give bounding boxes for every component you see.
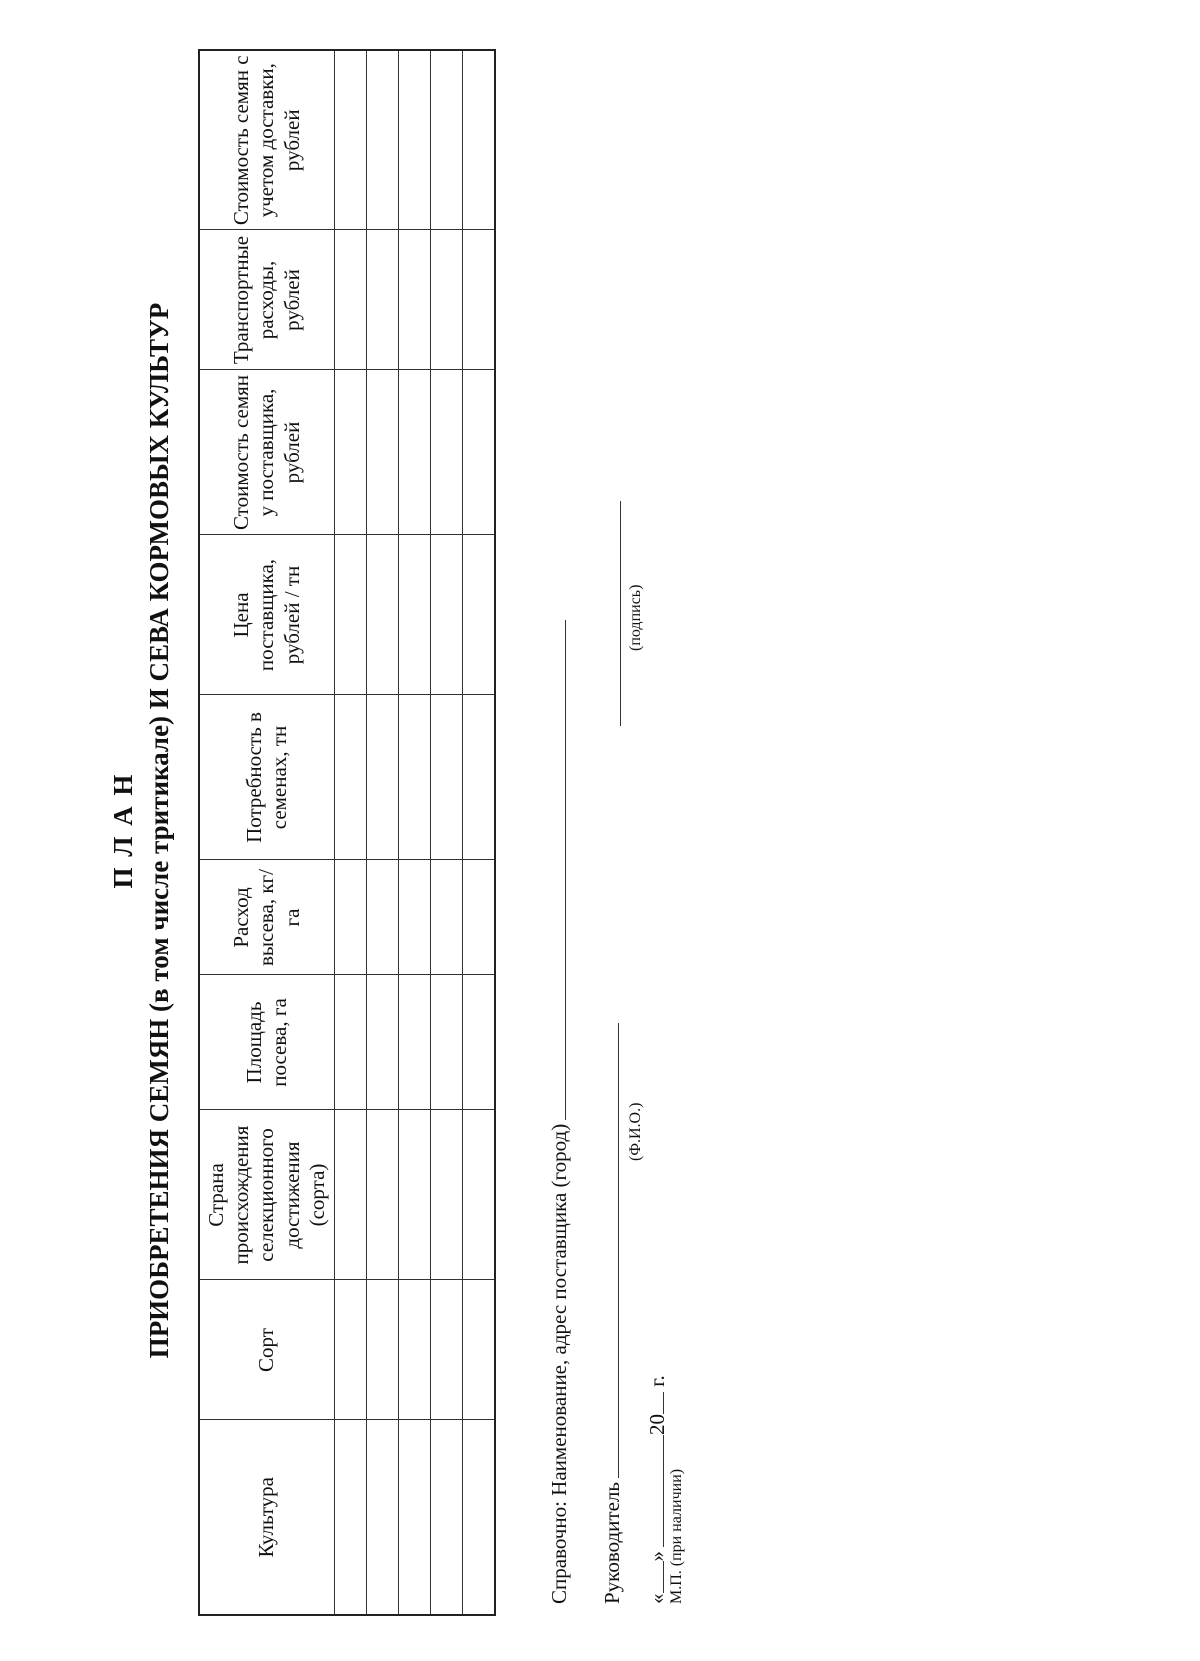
table-cell[interactable] <box>431 535 463 695</box>
table-cell[interactable] <box>367 535 399 695</box>
header-cell-supplier-cost: Стоимость семян у поставщика, рублей <box>199 370 335 535</box>
table-cell[interactable] <box>431 50 463 230</box>
table-cell[interactable] <box>367 860 399 975</box>
table-cell[interactable] <box>399 535 431 695</box>
table-cell[interactable] <box>463 535 496 695</box>
table-cell[interactable] <box>431 695 463 860</box>
supplier-reference-label: Справочно: Наименование, адрес поставщика (город) <box>547 1123 571 1604</box>
table-row <box>431 50 463 1615</box>
table-cell[interactable] <box>431 230 463 370</box>
table-cell[interactable] <box>463 50 496 230</box>
header-cell-transport-cost: Транспортные расходы, рублей <box>199 230 335 370</box>
table-cell[interactable] <box>463 230 496 370</box>
table-cell[interactable] <box>367 230 399 370</box>
date-open-quote: « <box>645 1593 669 1604</box>
table-cell[interactable] <box>463 860 496 975</box>
table-cell[interactable] <box>463 370 496 535</box>
table-cell[interactable] <box>399 695 431 860</box>
table-cell[interactable] <box>367 50 399 230</box>
table-cell[interactable] <box>335 1110 367 1280</box>
table-cell[interactable] <box>335 695 367 860</box>
table-cell[interactable] <box>367 1420 399 1615</box>
fio-caption: (Ф.И.О.) <box>627 1102 644 1161</box>
table-cell[interactable] <box>335 535 367 695</box>
signature-caption: (подпись) <box>627 584 644 651</box>
table-cell[interactable] <box>463 1110 496 1280</box>
header-cell-variety: Сорт <box>199 1280 335 1420</box>
table-cell[interactable] <box>399 860 431 975</box>
table-cell[interactable] <box>431 1280 463 1420</box>
header-cell-sowing-area: Площадь посева, га <box>199 975 335 1110</box>
stamp-label: М.П. (при наличии) <box>668 1468 685 1604</box>
header-cell-seed-need: Потребность в семенах, тн <box>199 695 335 860</box>
table-cell[interactable] <box>399 1110 431 1280</box>
table-cell[interactable] <box>463 975 496 1110</box>
date-day-line[interactable] <box>645 1562 664 1594</box>
table-cell[interactable] <box>367 695 399 860</box>
table-cell[interactable] <box>399 50 431 230</box>
date-year-line[interactable] <box>645 1392 664 1414</box>
table-cell[interactable] <box>335 370 367 535</box>
fio-line[interactable] <box>598 1023 619 1478</box>
table-cell[interactable] <box>463 1280 496 1420</box>
date-year-suffix: г. <box>645 1375 669 1387</box>
table-cell[interactable] <box>335 975 367 1110</box>
table-row <box>335 50 367 1615</box>
date-close-quote: » <box>645 1551 669 1562</box>
table-cell[interactable] <box>463 695 496 860</box>
table-cell[interactable] <box>463 1420 496 1615</box>
table-cell[interactable] <box>335 50 367 230</box>
date-month-line[interactable] <box>645 1435 664 1547</box>
header-cell-origin-country: Страна происхождения селекционного достижения (сорта) <box>199 1110 335 1280</box>
date-year-prefix: 20 <box>645 1414 669 1435</box>
table-cell[interactable] <box>399 230 431 370</box>
head-signature-row <box>598 1023 625 1604</box>
document-subtitle: ПРИОБРЕТЕНИЯ СЕМЯН (в том числе тритикале) И СЕВА КОРМОВЫХ КУЛЬТУР <box>144 302 174 1359</box>
table-cell[interactable] <box>367 975 399 1110</box>
table-cell[interactable] <box>431 1420 463 1615</box>
plan-table <box>198 49 496 1616</box>
table-row <box>463 50 496 1615</box>
header-cell-total-cost: Стоимость семян с учетом доставки, рублей <box>199 50 335 230</box>
table-cell[interactable] <box>335 230 367 370</box>
head-label: Руководитель <box>600 1482 624 1604</box>
header-cell-seeding-rate: Расход высева, кг/га <box>199 860 335 975</box>
table-cell[interactable] <box>431 1110 463 1280</box>
table-cell[interactable] <box>399 975 431 1110</box>
table-cell[interactable] <box>399 1420 431 1615</box>
table-row <box>399 50 431 1615</box>
table-cell[interactable] <box>431 860 463 975</box>
header-cell-crop: Культура <box>199 1420 335 1615</box>
table-header-row <box>199 50 335 1615</box>
supplier-reference-line[interactable] <box>545 620 566 1120</box>
table-row <box>367 50 399 1615</box>
table-cell[interactable] <box>367 1110 399 1280</box>
table-cell[interactable] <box>431 975 463 1110</box>
supplier-reference <box>545 620 572 1604</box>
table-cell[interactable] <box>399 1280 431 1420</box>
table-cell[interactable] <box>335 860 367 975</box>
date-row <box>645 1375 670 1604</box>
table-cell[interactable] <box>335 1420 367 1615</box>
document-title: П Л А Н <box>108 772 138 889</box>
table-cell[interactable] <box>431 370 463 535</box>
header-cell-supplier-price: Цена поставщика, рублей / тн <box>199 535 335 695</box>
table-cell[interactable] <box>367 1280 399 1420</box>
table-cell[interactable] <box>399 370 431 535</box>
signature-line[interactable] <box>620 501 621 726</box>
table-cell[interactable] <box>367 370 399 535</box>
table-cell[interactable] <box>335 1280 367 1420</box>
